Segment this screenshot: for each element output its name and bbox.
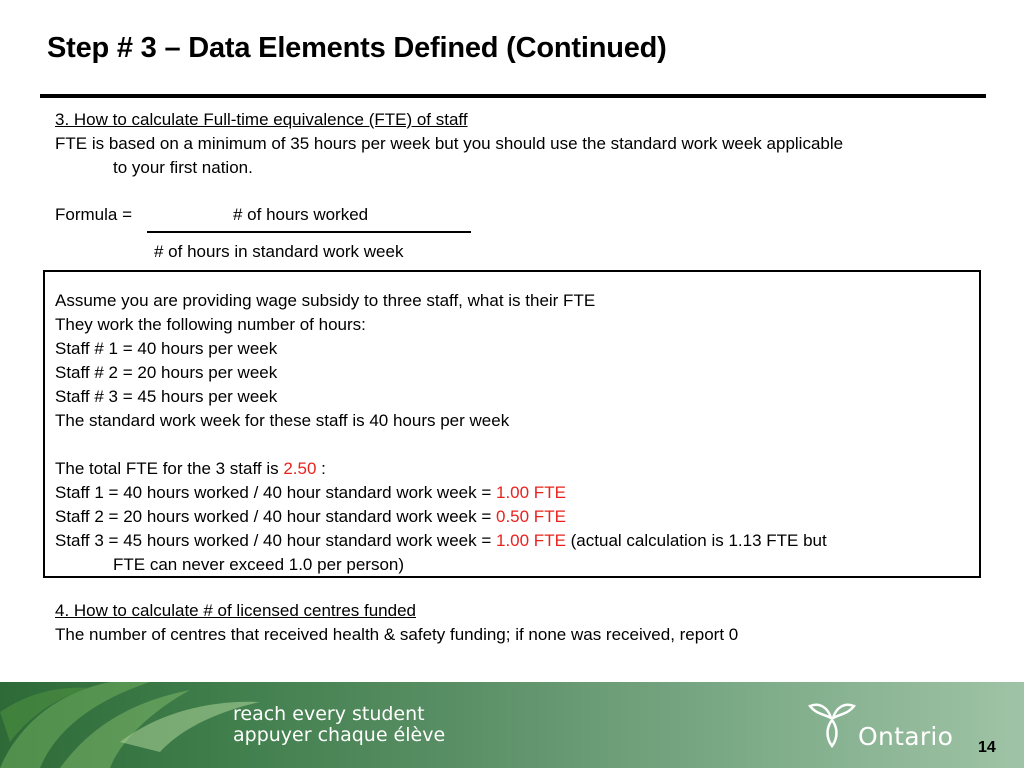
calc-value: 1.00 FTE bbox=[496, 483, 566, 502]
example-line: Staff # 1 = 40 hours per week bbox=[55, 339, 278, 358]
footer-banner bbox=[0, 682, 1024, 768]
example-line: The standard work week for these staff is 40 hours per week bbox=[55, 411, 510, 430]
calc-suffix: (actual calculation is 1.13 FTE but bbox=[565, 531, 827, 550]
calc-line-staff-1 bbox=[55, 481, 969, 505]
example-line: They work the following number of hours: bbox=[55, 315, 366, 334]
total-prefix: The total FTE for the 3 staff is bbox=[55, 459, 284, 478]
calc-line-staff-2 bbox=[55, 505, 969, 529]
calc-prefix: Staff 2 = 20 hours worked / 40 hour standard work week = bbox=[55, 507, 496, 526]
total-suffix: : bbox=[316, 459, 326, 478]
tagline-english: reach every student bbox=[233, 703, 425, 725]
title-divider bbox=[40, 94, 986, 98]
calc-line-staff-3 bbox=[55, 529, 969, 553]
formula-label: Formula = bbox=[55, 205, 132, 224]
calc-prefix: Staff 1 = 40 hours worked / 40 hour standard work week = bbox=[55, 483, 496, 502]
section-3 bbox=[55, 108, 985, 180]
formula-numerator: # of hours worked bbox=[147, 203, 471, 233]
section-4 bbox=[55, 599, 985, 647]
section-4-desc: The number of centres that received health & safety funding; if none was received, report 0 bbox=[55, 625, 739, 644]
blank-line bbox=[55, 433, 969, 457]
total-fte-line bbox=[55, 457, 969, 481]
slide-title: Step # 3 – Data Elements Defined (Continued) bbox=[47, 32, 667, 64]
section-3-heading: 3. How to calculate Full-time equivalence (FTE) of staff bbox=[55, 110, 468, 129]
calc-value: 0.50 FTE bbox=[496, 507, 566, 526]
calc-prefix: Staff 3 = 45 hours worked / 40 hour standard work week = bbox=[55, 531, 496, 550]
ontario-wordmark: Ontario bbox=[858, 722, 954, 751]
calc-value: 1.00 FTE bbox=[496, 531, 566, 550]
footer-tagline bbox=[233, 704, 445, 746]
example-box bbox=[43, 270, 981, 578]
example-line: Staff # 3 = 45 hours per week bbox=[55, 387, 278, 406]
section-3-desc-line1: FTE is based on a minimum of 35 hours per week but you should use the standard work week applicable bbox=[55, 134, 844, 153]
tagline-french: appuyer chaque élève bbox=[233, 724, 446, 746]
formula-denominator: # of hours in standard work week bbox=[154, 242, 404, 261]
calc-line-staff-3-cont: FTE can never exceed 1.0 per person) bbox=[113, 555, 405, 574]
example-line: Assume you are providing wage subsidy to three staff, what is their FTE bbox=[55, 291, 596, 310]
section-4-heading: 4. How to calculate # of licensed centres funded bbox=[55, 601, 416, 620]
section-3-desc-line2: to your first nation. bbox=[113, 158, 253, 177]
page-number: 14 bbox=[978, 739, 996, 756]
total-fte-value: 2.50 bbox=[283, 459, 317, 478]
example-line: Staff # 2 = 20 hours per week bbox=[55, 363, 278, 382]
